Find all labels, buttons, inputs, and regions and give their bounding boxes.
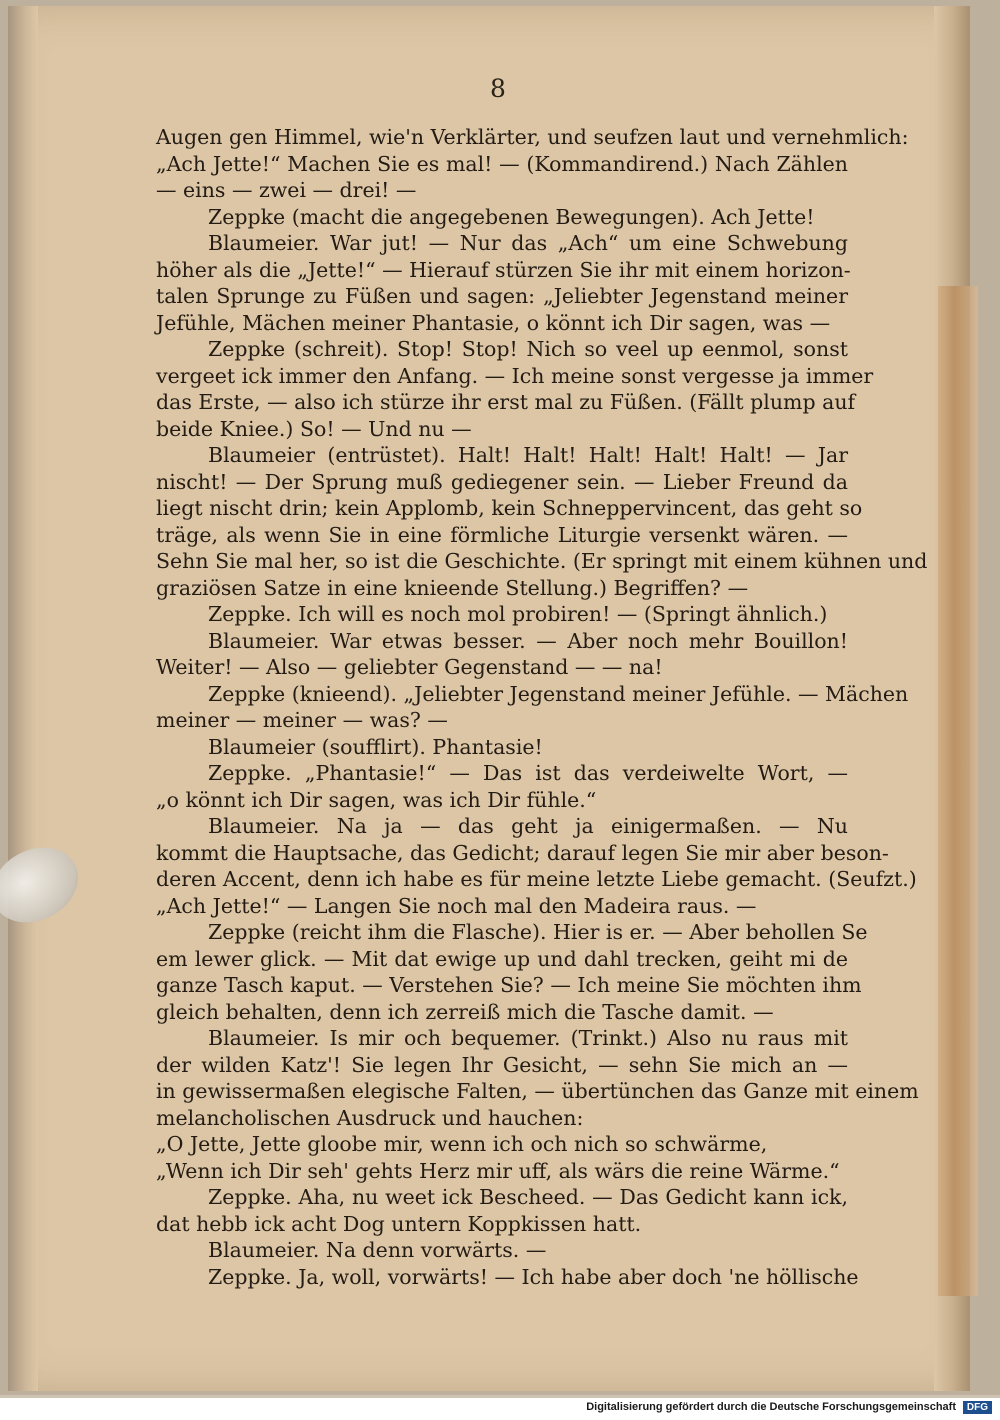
text-line: Zeppke. „Phantasie!“ — Das ist das verdeiwelte Wort, — xyxy=(208,761,848,785)
text-line: „Ach Jette!“ — Langen Sie noch mal den Madeira raus. — xyxy=(156,893,757,918)
text-line: deren Accent, denn ich habe es für meine letzte Liebe gemacht. (Seufzt.) xyxy=(156,867,917,891)
page-spine-shadow xyxy=(8,6,38,1391)
funding-notice: Digitalisierung gefördert durch die Deutsche Forschungsgemeinschaft xyxy=(586,1401,956,1413)
text-line: Zeppke. Aha, nu weet ick Bescheed. — Das Gedicht kann ick, xyxy=(208,1185,848,1209)
book-page xyxy=(8,6,970,1391)
text-line: vergeet ick immer den Anfang. — Ich meine sonst vergesse ja immer xyxy=(156,363,874,388)
dfg-logo: DFG xyxy=(963,1401,992,1414)
text-line: träge, als wenn Sie in eine förmliche Liturgie versenkt wären. — xyxy=(156,522,848,547)
text-line: Weiter! — Also — geliebter Gegenstand — — na! xyxy=(156,655,663,679)
paper-fold-mark xyxy=(938,286,978,1296)
footer-bar xyxy=(0,1398,1000,1420)
text-line: meiner — meiner — was? — xyxy=(156,708,448,732)
text-line: der wilden Katz'! Sie legen Ihr Gesicht, — sehn Sie mich an — xyxy=(156,1052,848,1077)
text-line: kommt die Hauptsache, das Gedicht; darauf legen Sie mir aber beson- xyxy=(156,840,889,865)
text-line: Zeppke (reicht ihm die Flasche). Hier is er. — Aber behollen Se xyxy=(208,920,868,944)
text-line: — eins — zwei — drei! — xyxy=(156,178,417,202)
text-line: melancholischen Ausdruck und hauchen: xyxy=(156,1105,584,1130)
text-line: gleich behalten, denn ich zerreiß mich die Tasche damit. — xyxy=(156,999,774,1024)
text-line: „Wenn ich Dir seh' gehts Herz mir uff, als wärs die reine Wärme.“ xyxy=(156,1158,840,1183)
text-line: „O Jette, Jette gloobe mir, wenn ich och nich so schwärme, xyxy=(156,1132,768,1156)
text-line: Sehn Sie mal her, so ist die Geschichte. (Er springt mit einem kühnen und xyxy=(156,549,928,573)
text-line: Zeppke. Ich will es noch mol probiren! — (Springt ähnlich.) xyxy=(208,602,828,626)
text-line: Augen gen Himmel, wie'n Verklärter, und seufzen laut und vernehmlich: xyxy=(156,125,909,149)
text-line: Zeppke (knieend). „Jeliebter Jegenstand meiner Jefühle. — Mächen xyxy=(208,681,909,706)
text-line: „Ach Jette!“ Machen Sie es mal! — (Kommandirend.) Nach Zählen xyxy=(156,151,848,176)
text-line: höher als die „Jette!“ — Hierauf stürzen Sie ihr mit einem horizon- xyxy=(156,257,851,282)
text-line: Blaumeier (soufflirt). Phantasie! xyxy=(208,734,543,759)
text-line: liegt nischt drin; kein Applomb, kein Schneppervincent, das geht so xyxy=(156,496,863,520)
text-line: em lewer glick. — Mit dat ewige up und dahl trecken, geiht mi de xyxy=(156,946,848,971)
body-text xyxy=(156,124,928,1290)
text-line: Blaumeier. Na ja — das geht ja einigermaßen. — Nu xyxy=(208,814,848,838)
text-line: Zeppke. Ja, woll, vorwärts! — Ich habe aber doch 'ne höllische xyxy=(208,1264,859,1289)
text-line: „o könnt ich Dir sagen, was ich Dir fühle.“ xyxy=(156,787,597,812)
text-line: Blaumeier. Is mir och bequemer. (Trinkt.) Also nu raus mit xyxy=(208,1026,848,1050)
text-line: Blaumeier. War jut! — Nur das „Ach“ um eine Schwebung xyxy=(208,231,848,255)
page-number: 8 xyxy=(490,74,506,103)
text-line: in gewissermaßen elegische Falten, — übertünchen das Ganze mit einem xyxy=(156,1079,919,1103)
text-line: das Erste, — also ich stürze ihr erst mal zu Füßen. (Fällt plump auf xyxy=(156,390,856,414)
text-line: Blaumeier (entrüstet). Halt! Halt! Halt! Halt! Halt! — Jar xyxy=(208,443,848,467)
text-line: Zeppke (schreit). Stop! Stop! Nich so veel up eenmol, sonst xyxy=(208,337,848,361)
text-line: beide Kniee.) So! — Und nu — xyxy=(156,416,472,441)
text-line: ganze Tasch kaput. — Verstehen Sie? — Ich meine Sie möchten ihm xyxy=(156,973,862,997)
text-line: talen Sprunge zu Füßen und sagen: „Jeliebter Jegenstand meiner xyxy=(156,284,848,308)
text-line: graziösen Satze in eine knieende Stellung.) Begriffen? — xyxy=(156,575,749,600)
text-line: Jefühle, Mächen meiner Phantasie, o könnt ich Dir sagen, was — xyxy=(156,310,831,335)
text-line: Blaumeier. Na denn vorwärts. — xyxy=(208,1238,547,1262)
text-line: nischt! — Der Sprung muß gediegener sein. — Lieber Freund da xyxy=(156,469,848,494)
text-line: Blaumeier. War etwas besser. — Aber noch mehr Bouillon! xyxy=(208,628,848,653)
text-line: dat hebb ick acht Dog untern Koppkissen hatt. xyxy=(156,1211,642,1236)
text-line: Zeppke (macht die angegebenen Bewegungen). Ach Jette! xyxy=(208,204,815,229)
